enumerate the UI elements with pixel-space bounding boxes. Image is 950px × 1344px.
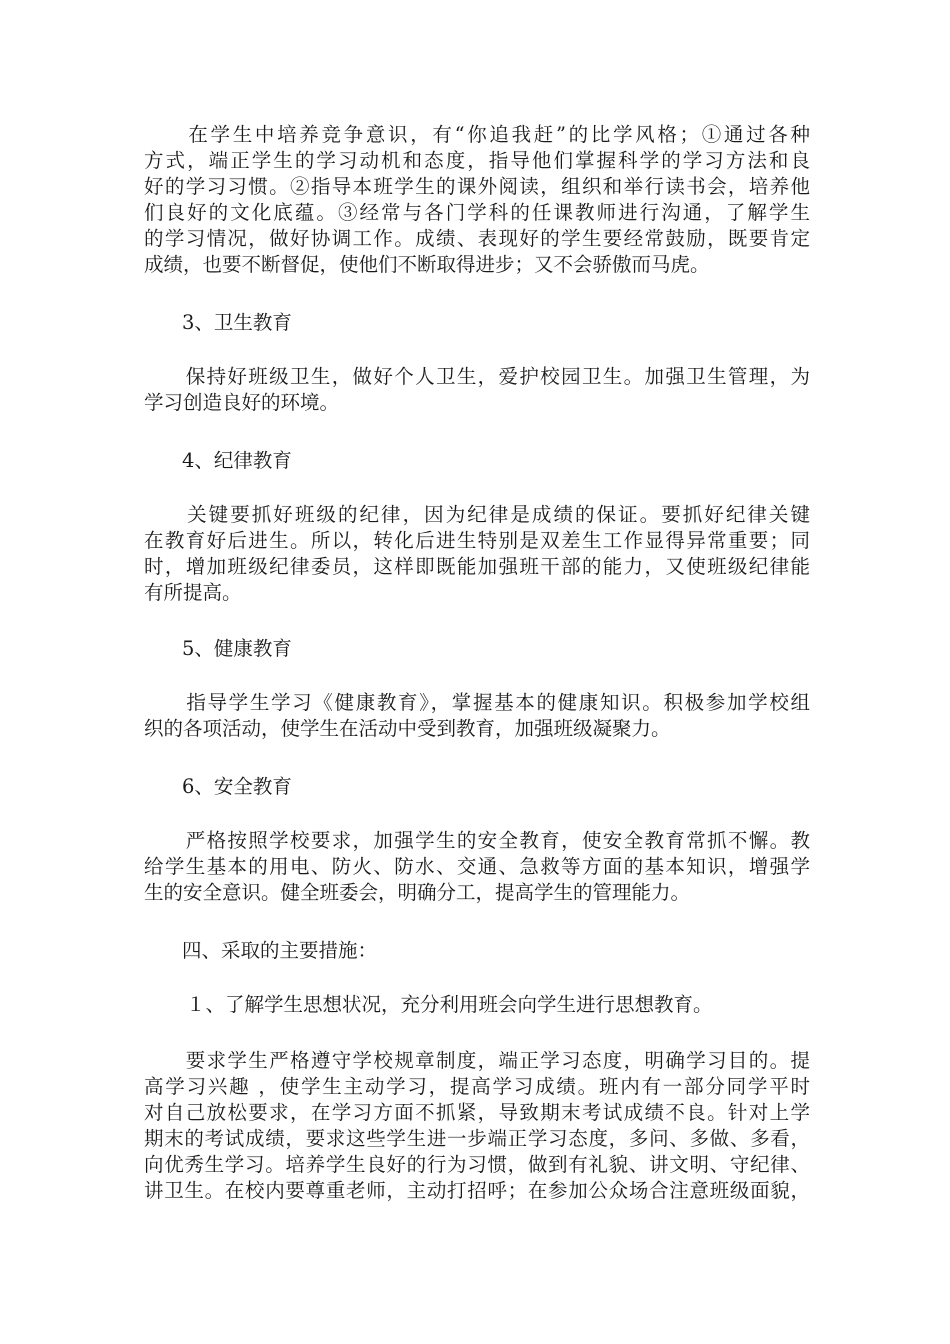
paragraph-line: 关键要抓好班级的纪律，因为纪律是成绩的保证。要抓好纪律关键 bbox=[144, 503, 810, 526]
section-heading: 四、采取的主要措施： bbox=[182, 939, 378, 962]
section-heading: 6、安全教育 bbox=[182, 775, 292, 798]
paragraph-line: 在学生中培养竞争意识，有“你追我赶”的比学风格；①通过各种 bbox=[144, 123, 810, 146]
paragraph-line: 要求学生严格遵守学校规章制度，端正学习态度，明确学习目的。提 bbox=[144, 1049, 810, 1072]
paragraph-line: 生的安全意识。健全班委会，明确分工，提高学生的管理能力。 bbox=[144, 881, 691, 904]
section-heading: 3、卫生教育 bbox=[182, 311, 292, 334]
paragraph-line: 向优秀生学习。培养学生良好的行为习惯，做到有礼貌、讲文明、守纪律、 bbox=[144, 1153, 810, 1176]
paragraph-line: 们良好的文化底蕴。③经常与各门学科的任课教师进行沟通，了解学生 bbox=[144, 201, 810, 224]
paragraph-line: 织的各项活动，使学生在活动中受到教育，加强班级凝聚力。 bbox=[144, 717, 671, 740]
section-heading: 4、纪律教育 bbox=[182, 449, 292, 472]
paragraph-line: 成绩，也要不断督促，使他们不断取得进步；又不会骄傲而马虎。 bbox=[144, 253, 710, 276]
paragraph-line: 给学生基本的用电、防火、防水、交通、急救等方面的基本知识，增强学 bbox=[144, 855, 810, 878]
paragraph-line: 在教育好后进生。所以，转化后进生特别是双差生工作显得异常重要；同 bbox=[144, 529, 810, 552]
section-heading: 5、健康教育 bbox=[182, 637, 292, 660]
paragraph-line: 有所提高。 bbox=[144, 581, 242, 604]
paragraph-line: 期末的考试成绩，要求这些学生进一步端正学习态度，多问、多做、多看， bbox=[144, 1127, 810, 1150]
paragraph-line: 严格按照学校要求，加强学生的安全教育，使安全教育常抓不懈。教 bbox=[144, 829, 810, 852]
paragraph-line: 高学习兴趣 ，使学生主动学习，提高学习成绩。班内有一部分同学平时 bbox=[144, 1075, 810, 1098]
paragraph-line: 保持好班级卫生，做好个人卫生，爱护校园卫生。加强卫生管理，为 bbox=[144, 365, 810, 388]
paragraph-line: 指导学生学习《健康教育》，掌握基本的健康知识。积极参加学校组 bbox=[144, 691, 810, 714]
paragraph-line: 对自己放松要求，在学习方面不抓紧，导致期末考试成绩不良。针对上学 bbox=[144, 1101, 810, 1124]
paragraph-line: 时，增加班级纪律委员，这样即既能加强班干部的能力，又使班级纪律能 bbox=[144, 555, 810, 578]
paragraph-line: 方式，端正学生的学习动机和态度，指导他们掌握科学的学习方法和良 bbox=[144, 149, 810, 172]
paragraph-line: 学习创造良好的环境。 bbox=[144, 391, 340, 414]
paragraph-line: 讲卫生。在校内要尊重老师，主动打招呼；在参加公众场合注意班级面貌， bbox=[144, 1179, 810, 1202]
paragraph-line: 的学习情况，做好协调工作。成绩、表现好的学生要经常鼓励，既要肯定 bbox=[144, 227, 810, 250]
subsection-heading: １、了解学生思想状况，充分利用班会向学生进行思想教育。 bbox=[186, 993, 713, 1016]
paragraph-line: 好的学习习惯。②指导本班学生的课外阅读，组织和举行读书会，培养他 bbox=[144, 175, 810, 198]
